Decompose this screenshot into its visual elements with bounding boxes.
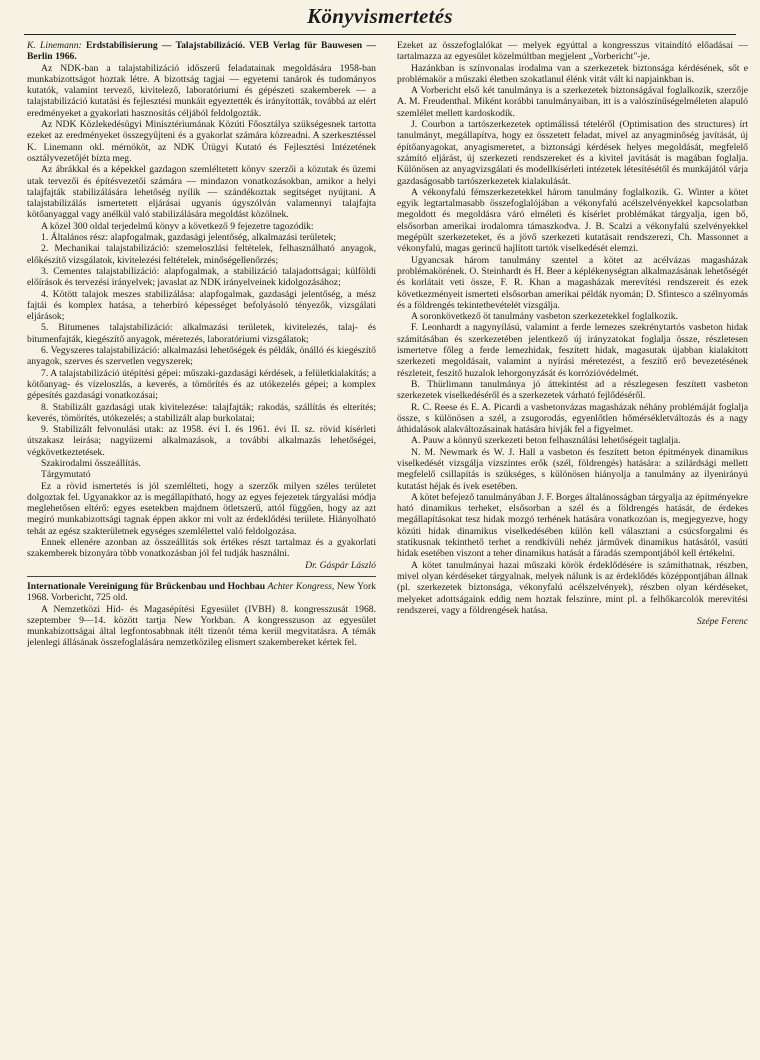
review1-paragraph: Az NDK-ban a talajstabilizáció időszerű feladatainak megoldására 1958-ban munkabizottságot hoztak létre. A bizottság tagjai — egyetemi tanárok és tudományos kutatók, valamint tervező, kivitelező, laboratóriumi és gépészeti szakemberek — a talajstabilizáció kutatási és fejlesztési munkáit egyeztették és irányították, továbbá az elért eredményeket a gyakorlati hasznosítás céljából feldolgozták. xyxy=(27,62,376,119)
review2-cont-paragraph: A. Pauw a könnyű szerkezeti beton felhasználási lehetőségeit taglalja. xyxy=(411,435,681,447)
right-column xyxy=(397,40,748,1054)
review1-paragraph: A közel 300 oldal terjedelmű könyv a következő 9 fejezetre tagozódik: xyxy=(41,220,314,232)
review1-body xyxy=(27,63,376,560)
review2-signature: Szépe Ferenc xyxy=(696,616,748,628)
review2-cont-paragraph: A soronkövetkező öt tanulmány vasbeton szerkezetekkel foglalkozik. xyxy=(411,311,679,323)
review2-cont-paragraph: A kötet tanulmányai hazai műszaki körök érdeklődésére is számíthatnak, részben, mivel olyan kérdéseket tárgyalnak, melyek nálunk is az érdeklődés középpontjában állnak (pl. szerkezetek biztonsága, vékonyfalú acélszelvények), részben olyan kérdéseket, melyeket adottságaink eddig nem hoztak felszínre, mint pl. a felhőkarcolók merevítési rendszerei, vagy a földrengések hatása. xyxy=(397,559,748,616)
section-divider xyxy=(27,576,376,577)
review2-continuation xyxy=(397,40,748,616)
review1-paragraph: Az ábrákkal és a képekkel gazdagon szemléltetett könyv szerzői a közutak és üzemi utak tervezői és építésvezetői számára — mindazon vonatkozásokban, amikor a helyi talajfajták stabilizálására lehetőség nyílik — szándékoztak segítséget nyújtani. A talajstabilizálás ismertetett eljárásai ugyanis úgyszólván valamennyi talajfajta kötőanyaggal vagy anélkül való stabilizálására megoldást közölnek. xyxy=(27,164,376,221)
review1-signature: Dr. Gáspár László xyxy=(305,559,376,571)
review2-cont-paragraph: A kötet befejező tanulmányában J. F. Borges általánosságban tárgyalja az építményekre ható dinamikus terheket, elsősorban a szél és a földrengés hatását, de érdekes megállapításokat tesz hidak mozgó terhének hatására vonatkozóan is, megjegyezve, hogy közúti hidak dinamikus viselkedésében külön kell választani a csúcsforgalmi és statikusnak tekinthető terhet a rendkívüli nehéz járművek dinamikus hatásától, vasúti hidak esetében viszont a teher dinamikus hatását a fáradás szempontjából kell értékelni. xyxy=(397,491,748,560)
review2-organization: Internationale Vereinigung für Brückenbau und Hochbau xyxy=(27,580,268,592)
review1-paragraph: 8. Stabilizált gazdasági utak kivitelezése: talajfajták; rakodás, szállítás és elterítés; keverés, tömörítés, utókezelés; a stabilizált alap burkolatai; xyxy=(27,401,376,424)
review2-citation xyxy=(27,581,376,604)
review2-cont-paragraph: F. Leonhardt a nagynyílású, valamint a ferde lemezes szekrénytartós vasbeton hidak számításában és szerkezetében jelentkező új irányzatokat foglalja össze, részletesen ismertetve főleg a ferde lemezhidak, feszített hidak, magasutak újabban kialakított szerkezeti megoldásait, valamint a nyírási méretezést, a feszítő erő bevezetésének részleteit, feszítő huzalok lehorgonyzását és korrózióvédelmét. xyxy=(397,322,748,379)
review2-book-title: Achter Kongress xyxy=(267,580,332,592)
review2-body xyxy=(27,604,376,649)
review1-paragraph: Szakirodalmi összeállítás. xyxy=(41,457,141,469)
review2-cont-paragraph: B. Thürlimann tanulmánya jó áttekintést ad a részlegesen feszített vasbeton szerkezetek viselkedéséről és a szerkezetek várható fejlődéséről. xyxy=(397,378,748,402)
review2-cont-paragraph: Ezeket az összefoglalókat — melyek egyúttal a kongresszus vitaindító előadásai — tartalmazza az egyesület közelmúltban megjelent „Vorbericht"-je. xyxy=(397,40,748,63)
left-column xyxy=(27,40,376,1054)
review1-paragraph: 9. Stabilizált felvonulási utak: az 1958. évi I. és 1961. évi II. sz. rövid kísérleti útszakasz leírása; nagyüzemi alkalmazások, a további alkalmazás lehetőségei, végkövetkeztetések. xyxy=(27,424,376,458)
review2-publication: , New York 1968. Vorbericht, 725 old. xyxy=(27,580,376,604)
review1-paragraph: 7. A talajstabilizáció útépítési gépei: műszaki-gazdasági kérdések, a felületkialakítás; a kötőanyag- és vízeloszlás, a keverés, a tömörítés és az utókezelés gépei; a komplex gépesítés gazdasági vonatkozásai; xyxy=(27,367,376,402)
review1-paragraph: 2. Mechanikai talajstabilizáció: szemeloszlási feltételek, felhasználható anyagok, előkészítő vizsgálatok, kivitelezési feltételek, minőségellenőrzés; xyxy=(27,243,376,266)
review2-cont-paragraph: R. C. Reese és E. A. Picardi a vasbetonvázas magasházak néhány problémáját foglalja össze, s különösen a szél, a zsugorodás, egyenlőtlen hőmérsékletváltozás és a nagy áthidalások alakváltozásainak hatására hívják fel a figyelmet. xyxy=(397,401,748,436)
review1-author: K. Linemann: xyxy=(27,40,86,51)
review2-cont-paragraph: A Vorbericht első két tanulmánya is a szerkezetek biztonságával foglalkozik, szerzője A. M. Freudenthal. Miként korábbi tanulmányaiban, itt is a valószínűségelméleten alapuló szemlélet mellett kardoskodik. xyxy=(397,85,748,119)
review1-paragraph: Ennek ellenére azonban az összeállítás sok értékes részt tartalmaz és a gyakorlati szakemberek bizonyára több vonatkozásban jól fel tudják használni. xyxy=(27,537,376,560)
review1-paragraph: Tárgymutató xyxy=(41,469,91,481)
review1-paragraph: 6. Vegyszeres talajstabilizáció: alkalmazási lehetőségek és példák, önálló és kiegészítő anyagok, szerves és szervetlen vegyszerek; xyxy=(27,345,376,368)
review2-cont-paragraph: A vékonyfalú fémszerkezetekkel három tanulmány foglalkozik. G. Winter a kötet egyik legtartalmasabb összefoglalójában a vékonyfalú acélszelvényekkel kapcsolatban megoldott és megoldásra váró elméleti és kísérlet problémákat tárgyalja, igen bő, elsősorban amerikai irodalomra támaszkodva. J. B. Scalzi a vékonyfalú szelvényekkel megépült szerkezeteket, és a jövő szerkezeti kutatásait rendszerezi, Ch. Massonnet a vékonyfalú, magas gerincű hajlított tartók viselkedését elemzi. xyxy=(397,186,748,255)
page-title: Könyvismertetés xyxy=(307,4,453,28)
review2-cont-paragraph: Hazánkban is színvonalas irodalma van a szerkezetek biztonsága kérdésének, sőt e problémakör a műszaki életben szokatlanul élénk vitát vált ki napjainkban is. xyxy=(397,62,748,85)
review2-cont-paragraph: Ugyancsak három tanulmány szentel a kötet az acélvázas magasházak problémakörének. O. Steinhardt és H. Beer a képlékenységtan alkalmazásának lehetőségét és korlátait veti össze, F. R. Khan a magasházak merevítési rendszereit és ezek következményeit ismerteti elsősorban amerikai példák nyomán; D. Sfintesco a szélnyomás és a földrengés tekintetbevételét vizsgálja. xyxy=(397,254,748,311)
review1-paragraph: 5. Bitumenes talajstabilizáció: alkalmazási területek, kivitelezés, talaj- és bitumenfajták, kiegészítő anyagok, méretezés, laboratóriumi vizsgálatok; xyxy=(27,322,376,345)
review1-book-title: Erdstabilisierung — Talajstabilizáció. VEB Verlag für Bauwesen — Berlin 1966. xyxy=(27,40,376,63)
review1-citation xyxy=(27,40,376,63)
review2-cont-paragraph: J. Courbon a tartószerkezetek optimálissá tételéről (Optimisation des structures) írt tanulmányt, megállapítva, hogy ez összetett feladat, mivel az anyagminőség javítását, új építőanyagokat, anyagismeretet, a biztonsági kérdések helyes megoldását, megfelelő számító eljárást, új szerkezeti rendszereket és a kivitel javítását is magában foglalja. Különösen az anyagvizsgálati és modellkísérleti intézetek létesítésétől és munkájától várja gazdaságosabb tartószerkezetek kialakulását. xyxy=(397,119,748,187)
review1-paragraph: 1. Általános rész: alapfogalmak, gazdasági jelentőség, alkalmazási területek; xyxy=(41,232,337,244)
review2-cont-paragraph: N. M. Newmark és W. J. Hall a vasbeton és feszített beton építmények dinamikus viselkedését vizsgálja vízszintes erők (szél, földrengés) hatására: a szilárdsági mellett megfelelő csillapítás is szükséges, s különösen hiányolja a tanulmány az ilyenirányú kutatást héjak és ívek esetében. xyxy=(397,446,748,492)
review1-paragraph: Az NDK Közlekedésügyi Minisztériumának Közúti Főosztálya szükségesnek tartotta ezeket az eredményeket összegyűjteni és a gyakorlat számára közreadni. A szerkesztéssel K. Linemann okl. mérnököt, az NDK Útügyi Kutató és Fejlesztési Intézetének osztályvezetőjét bízta meg. xyxy=(27,119,376,164)
review1-paragraph: 3. Cementes talajstabilizáció: alapfogalmak, a stabilizáció talajadottságai; külföldi előírások és tervezési irányelvek; javaslat az NDK irányelveinek kidolgozásához; xyxy=(27,265,376,289)
review2-paragraph: A Nemzetközi Híd- és Magasépítési Egyesület (IVBH) 8. kongresszusát 1968. szeptember 9—14. között tartja New Yorkban. A kongresszuson az egyesület munkabizottságai által legfontosabbnak ítélt tizenöt téma kerül megvitatásra. A témák jelenlegi állásának összefoglalására nemzetközileg elismert szakembereket kértek fel. xyxy=(27,603,376,649)
review1-paragraph: Ez a rövid ismertetés is jól szemlélteti, hogy a szerzők milyen széles területet dolgoztak fel. Ugyanakkor az is megállapítható, hogy az egyes fejezetek tárgyalási módja meglehetősen eltérő: egyes esetekben majdnem ötletszerű, attól függően, hogy az azt megíró munkabizottsági tagnak éppen akkor mi volt az érdeklődési területe. Hiányolható tehát az egész szakterületnek egységes szemlélettel való feldolgozása. xyxy=(27,480,376,537)
title-rule xyxy=(24,34,736,35)
review1-paragraph: 4. Kötött talajok meszes stabilizálása: alapfogalmak, gazdasági jelentőség, a mész fajtái és komplex hatása, a teherbíró képességet befolyásoló tényezők, vizsgálati eljárások; xyxy=(27,288,376,323)
